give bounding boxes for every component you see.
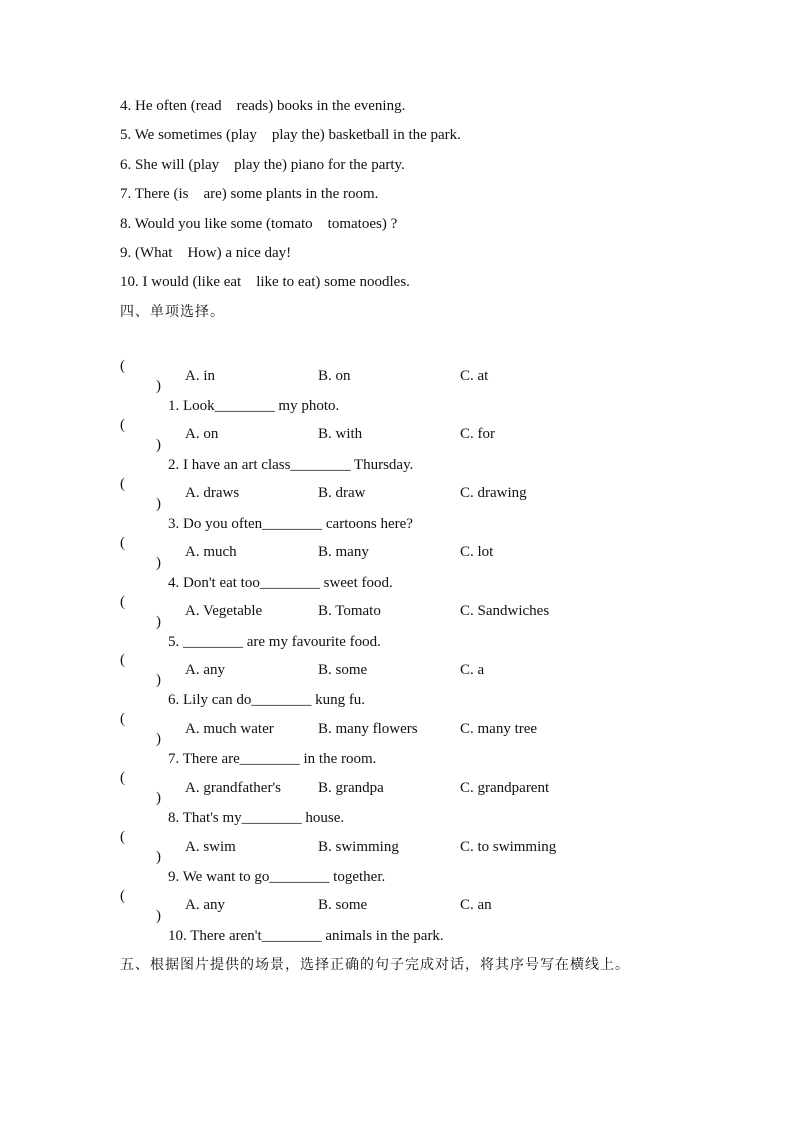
option-a: A. much water — [185, 721, 274, 737]
option-a: A. grandfather's — [185, 780, 281, 796]
answer-paren-open: ( — [120, 711, 125, 727]
answer-paren-open: ( — [120, 476, 125, 492]
option-c: C. a — [460, 662, 485, 678]
option-a: A. draws — [185, 485, 240, 501]
option-b: B. swimming — [318, 839, 399, 855]
question-text: 4. Don't eat too________ sweet food. — [168, 575, 393, 591]
option-a: A. swim — [185, 839, 236, 855]
sentence-item: 7. There (is are) some plants in the room. — [120, 186, 379, 202]
answer-paren-close: ) — [156, 496, 161, 512]
sentence-item: 8. Would you like some (tomato tomatoes) ? — [120, 216, 398, 232]
sentence-item: 5. We sometimes (play play the) basketball in the park. — [120, 127, 461, 143]
answer-paren-open: ( — [120, 417, 125, 433]
option-c: C. drawing — [460, 485, 527, 501]
option-b: B. some — [318, 897, 368, 913]
option-a: A. any — [185, 897, 225, 913]
question-text: 5. ________ are my favourite food. — [168, 634, 381, 650]
question-text: 3. Do you often________ cartoons here? — [168, 516, 413, 532]
option-a: A. any — [185, 662, 225, 678]
sentence-item: 9. (What How) a nice day! — [120, 245, 292, 261]
sentence-item: 10. I would (like eat like to eat) some noodles. — [120, 274, 410, 290]
option-c: C. to swimming — [460, 839, 557, 855]
option-c: C. lot — [460, 544, 494, 560]
answer-paren-open: ( — [120, 829, 125, 845]
answer-paren-open: ( — [120, 770, 125, 786]
option-c: C. for — [460, 426, 495, 442]
answer-paren-close: ) — [156, 908, 161, 924]
question-text: 8. That's my________ house. — [168, 810, 345, 826]
option-b: B. on — [318, 368, 351, 384]
sentence-item: 6. She will (play play the) piano for the party. — [120, 157, 405, 173]
option-b: B. Tomato — [318, 603, 381, 619]
section-title: 五、根据图片提供的场景，选择正确的句子完成对话，将其序号写在横线上。 — [120, 957, 630, 973]
answer-paren-open: ( — [120, 888, 125, 904]
answer-paren-open: ( — [120, 652, 125, 668]
question-text: 7. There are________ in the room. — [168, 751, 377, 767]
section-title: 四、单项选择。 — [120, 304, 225, 320]
option-a: A. Vegetable — [185, 603, 263, 619]
answer-paren-open: ( — [120, 358, 125, 374]
option-b: B. some — [318, 662, 368, 678]
option-c: C. an — [460, 897, 492, 913]
option-b: B. grandpa — [318, 780, 384, 796]
option-a: A. in — [185, 368, 215, 384]
answer-paren-close: ) — [156, 437, 161, 453]
answer-paren-close: ) — [156, 378, 161, 394]
option-b: B. many — [318, 544, 369, 560]
question-text: 6. Lily can do________ kung fu. — [168, 692, 366, 708]
option-a: A. much — [185, 544, 237, 560]
option-c: C. grandparent — [460, 780, 550, 796]
option-a: A. on — [185, 426, 219, 442]
option-c: C. many tree — [460, 721, 538, 737]
sentence-item: 4. He often (read reads) books in the evening. — [120, 98, 406, 114]
answer-paren-close: ) — [156, 790, 161, 806]
question-text: 10. There aren't________ animals in the park. — [168, 928, 444, 944]
answer-paren-close: ) — [156, 849, 161, 865]
option-b: B. many flowers — [318, 721, 418, 737]
question-text: 1. Look________ my photo. — [168, 398, 340, 414]
option-b: B. with — [318, 426, 363, 442]
answer-paren-open: ( — [120, 594, 125, 610]
option-c: C. at — [460, 368, 489, 384]
question-text: 9. We want to go________ together. — [168, 869, 386, 885]
question-text: 2. I have an art class________ Thursday. — [168, 457, 414, 473]
answer-paren-close: ) — [156, 731, 161, 747]
answer-paren-close: ) — [156, 672, 161, 688]
option-b: B. draw — [318, 485, 366, 501]
answer-paren-close: ) — [156, 614, 161, 630]
option-c: C. Sandwiches — [460, 603, 550, 619]
answer-paren-open: ( — [120, 535, 125, 551]
answer-paren-close: ) — [156, 555, 161, 571]
